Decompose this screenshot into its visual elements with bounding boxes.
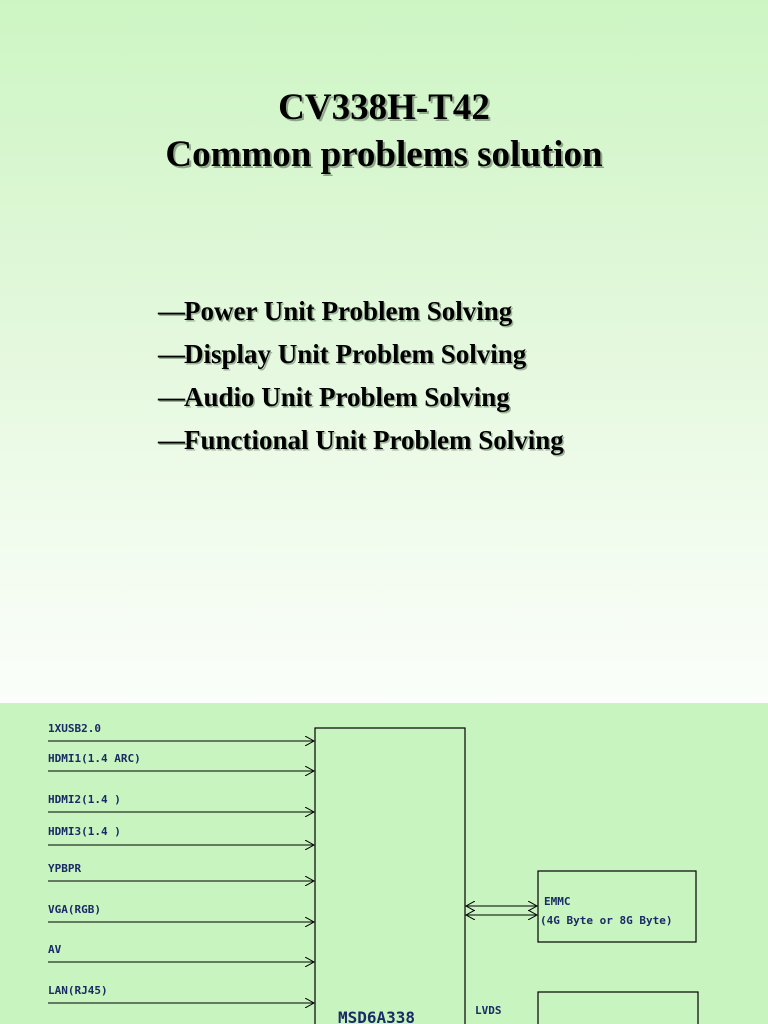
input-label-hdmi1: HDMI1(1.4 ARC) (48, 752, 141, 765)
input-label-usb: 1XUSB2.0 (48, 722, 101, 735)
slide-title (0, 84, 768, 178)
bullet-power: Power Unit Problem Solving (184, 296, 513, 326)
block-diagram (0, 703, 768, 1024)
lvds-label: LVDS (475, 1004, 502, 1017)
block-diagram-slide (0, 703, 768, 1024)
bullet-display: Display Unit Problem Solving (184, 339, 527, 369)
soc-label: MSD6A338 (338, 1008, 416, 1024)
title-model: CV338H-T42 (278, 87, 490, 128)
panel-box (538, 992, 698, 1024)
dash-marker: — (158, 339, 185, 369)
dash-marker: — (158, 296, 185, 326)
dash-marker: — (158, 382, 185, 412)
bullet-audio: Audio Unit Problem Solving (184, 382, 510, 412)
input-label-hdmi3: HDMI3(1.4 ) (48, 825, 121, 838)
emmc-label: EMMC (544, 895, 571, 908)
bullet-functional: Functional Unit Problem Solving (184, 425, 564, 455)
list-item (158, 290, 564, 333)
soc-box (315, 728, 465, 1024)
input-label-lan: LAN(RJ45) (48, 984, 108, 997)
title-subtitle: Common problems solution (165, 134, 603, 175)
dash-marker: — (158, 425, 185, 455)
input-label-av: AV (48, 943, 62, 956)
list-item (158, 419, 564, 462)
input-label-vga: VGA(RGB) (48, 903, 101, 916)
emmc-capacity-label: (4G Byte or 8G Byte) (540, 914, 673, 927)
topic-list (158, 290, 564, 462)
input-label-ypbpr: YPBPR (48, 862, 82, 875)
input-label-hdmi2: HDMI2(1.4 ) (48, 793, 121, 806)
list-item (158, 376, 564, 419)
list-item (158, 333, 564, 376)
